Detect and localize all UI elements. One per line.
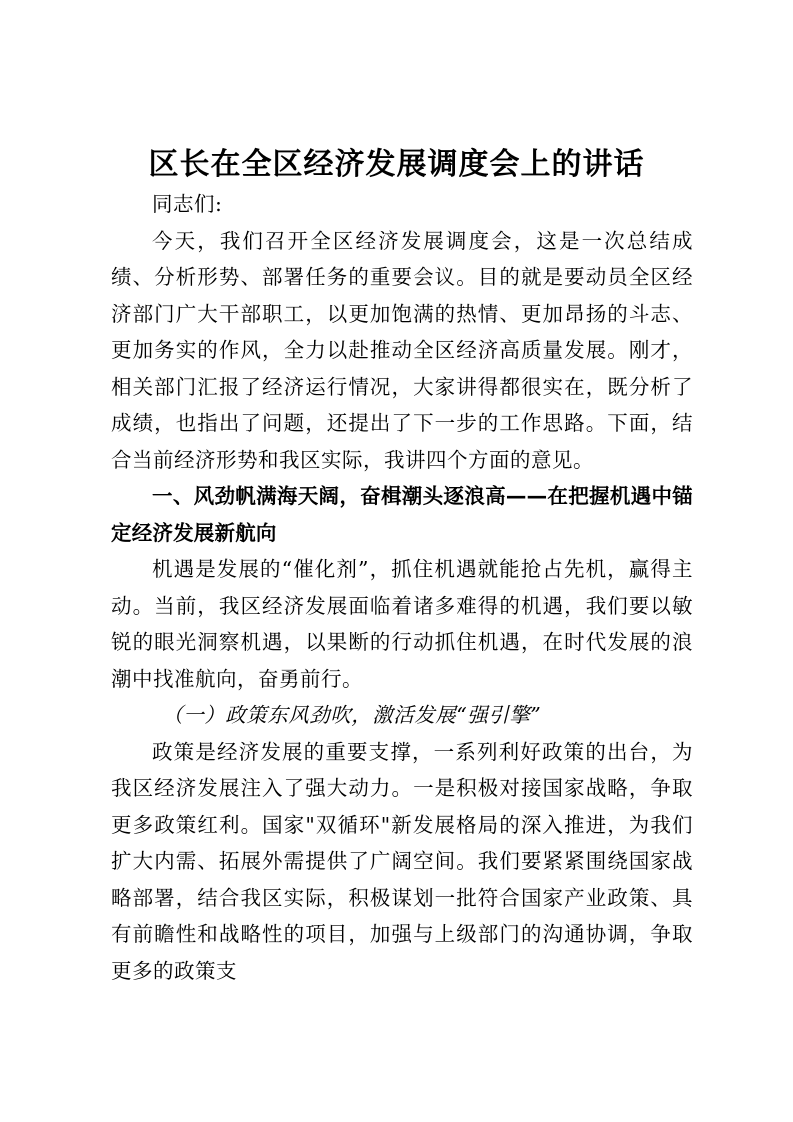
section-1-paragraph: 机遇是发展的“催化剂”，抓住机遇就能抢占先机，赢得主动。当前，我区经济发展面临着诸多难得的机遇，我们要以敏锐的眼光洞察机遇，以果断的行动抓住机遇，在时代发展的浪潮中找准航向，奋勇前行。: [111, 557, 693, 691]
intro-paragraph: 今天，我们召开全区经济发展调度会，这是一次总结成绩、分析形势、部署任务的重要会议。目的就是要动员全区经济部门广大干部职工，以更加饱满的热情、更加昂扬的斗志、更加务实的作风，全力以赴推动全区经济高质量发展。刚才，相关部门汇报了经济运行情况，大家讲得都很实在，既分析了成绩，也指出了问题，还提出了下一步的工作思路。下面，结合当前经济形势和我区实际，我讲四个方面的意见。: [111, 228, 693, 472]
document-title: 区长在全区经济发展调度会上的讲话: [148, 147, 645, 182]
subsection-heading-1: （一）政策东风劲吹，激活发展“强引擎”: [162, 703, 542, 727]
document-body: [111, 186, 693, 989]
subsection-1-paragraph: 政策是经济发展的重要支撑，一系列利好政策的出台，为我区经济发展注入了强大动力。一是积极对接国家战略，争取更多政策红利。国家"双循环"新发展格局的深入推进，为我们扩大内需、拓展外需提供了广阔空间。我们要紧紧围绕国家战略部署，结合我区实际，积极谋划一批符合国家产业政策、具有前瞻性和战略性的项目，加强与上级部门的沟通协调，争取更多的政策支: [111, 739, 693, 983]
salutation: 同志们:: [152, 192, 223, 216]
section-heading-1: 一、风劲帆满海天阔，奋楫潮头逐浪高——在把握机遇中锚定经济发展新航向: [111, 484, 693, 545]
